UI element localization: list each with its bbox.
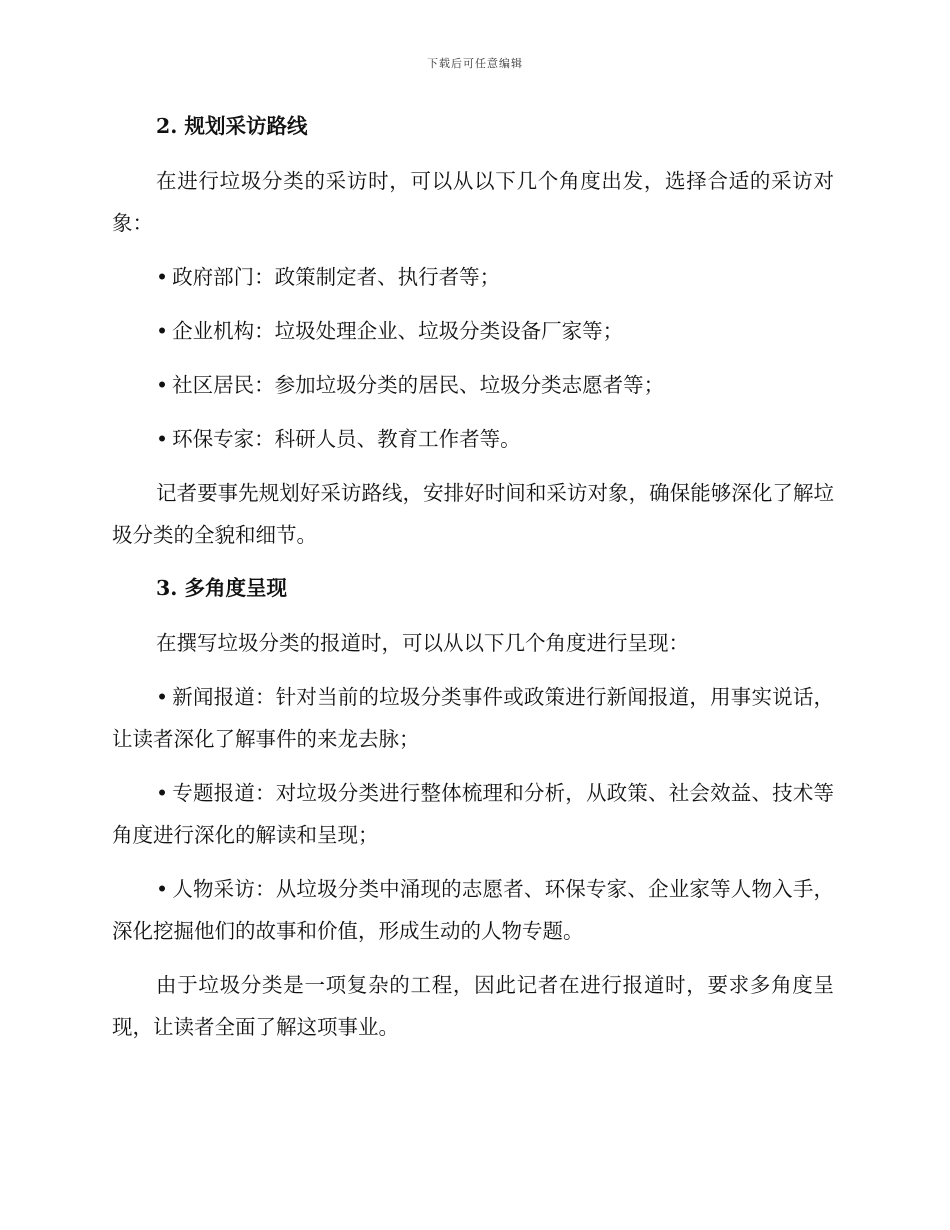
angles-conclusion-paragraph: 由于垃圾分类是一项复杂的工程，因此记者在进行报道时，要求多角度呈现，让读者全面了解这项事业。 <box>112 973 834 1039</box>
angles-list-item-text: 人物采访：从垃圾分类中涌现的志愿者、环保专家、企业家等人物入手，深化挖掘他们的故事和价值，形成生动的人物专题。 <box>112 877 834 943</box>
angles-list-item-text: 新闻报道：针对当前的垃圾分类事件或政策进行新闻报道，用事实说话，让读者深化了解事件的来龙去脉； <box>112 685 834 751</box>
route-list-item-text: 企业机构：垃圾处理企业、垃圾分类设备厂家等； <box>172 319 624 343</box>
route-list-item-text: 政府部门：政策制定者、执行者等； <box>172 265 501 289</box>
route-list-item <box>112 418 834 460</box>
route-conclusion-paragraph: 记者要事先规划好采访路线，安排好时间和采访对象，确保能够深化了解垃圾分类的全貌和细节。 <box>112 481 834 547</box>
angles-list-item <box>112 676 834 760</box>
section-heading-route: 2. 规划采访路线 <box>156 114 308 138</box>
section-heading-angles: 3. 多角度呈现 <box>156 576 288 600</box>
route-list-item <box>112 310 834 352</box>
route-intro-paragraph: 在进行垃圾分类的采访时，可以从以下几个角度出发，选择合适的采访对象： <box>112 169 834 235</box>
bullet-dot: • <box>156 319 169 343</box>
bullet-dot: • <box>156 373 169 397</box>
document-body <box>112 106 834 1060</box>
bullet-dot: • <box>156 685 169 709</box>
route-list-item <box>112 256 834 298</box>
angles-list-item-text: 专题报道：对垃圾分类进行整体梳理和分析，从政策、社会效益、技术等角度进行深化的解读和呈现； <box>112 781 834 847</box>
header-note: 下载后可任意编辑 <box>427 57 523 70</box>
bullet-dot: • <box>156 427 169 451</box>
route-list-item <box>112 364 834 406</box>
bullet-dot: • <box>156 265 169 289</box>
angles-intro-paragraph: 在撰写垃圾分类的报道时，可以从以下几个角度进行呈现： <box>156 631 689 655</box>
angles-list-item <box>112 772 834 856</box>
angles-list-item <box>112 868 834 952</box>
bullet-dot: • <box>156 877 169 901</box>
route-list-item-text: 社区居民：参加垃圾分类的居民、垃圾分类志愿者等； <box>172 373 665 397</box>
bullet-dot: • <box>156 781 169 805</box>
route-list-item-text: 环保专家：科研人员、教育工作者等。 <box>172 427 521 451</box>
